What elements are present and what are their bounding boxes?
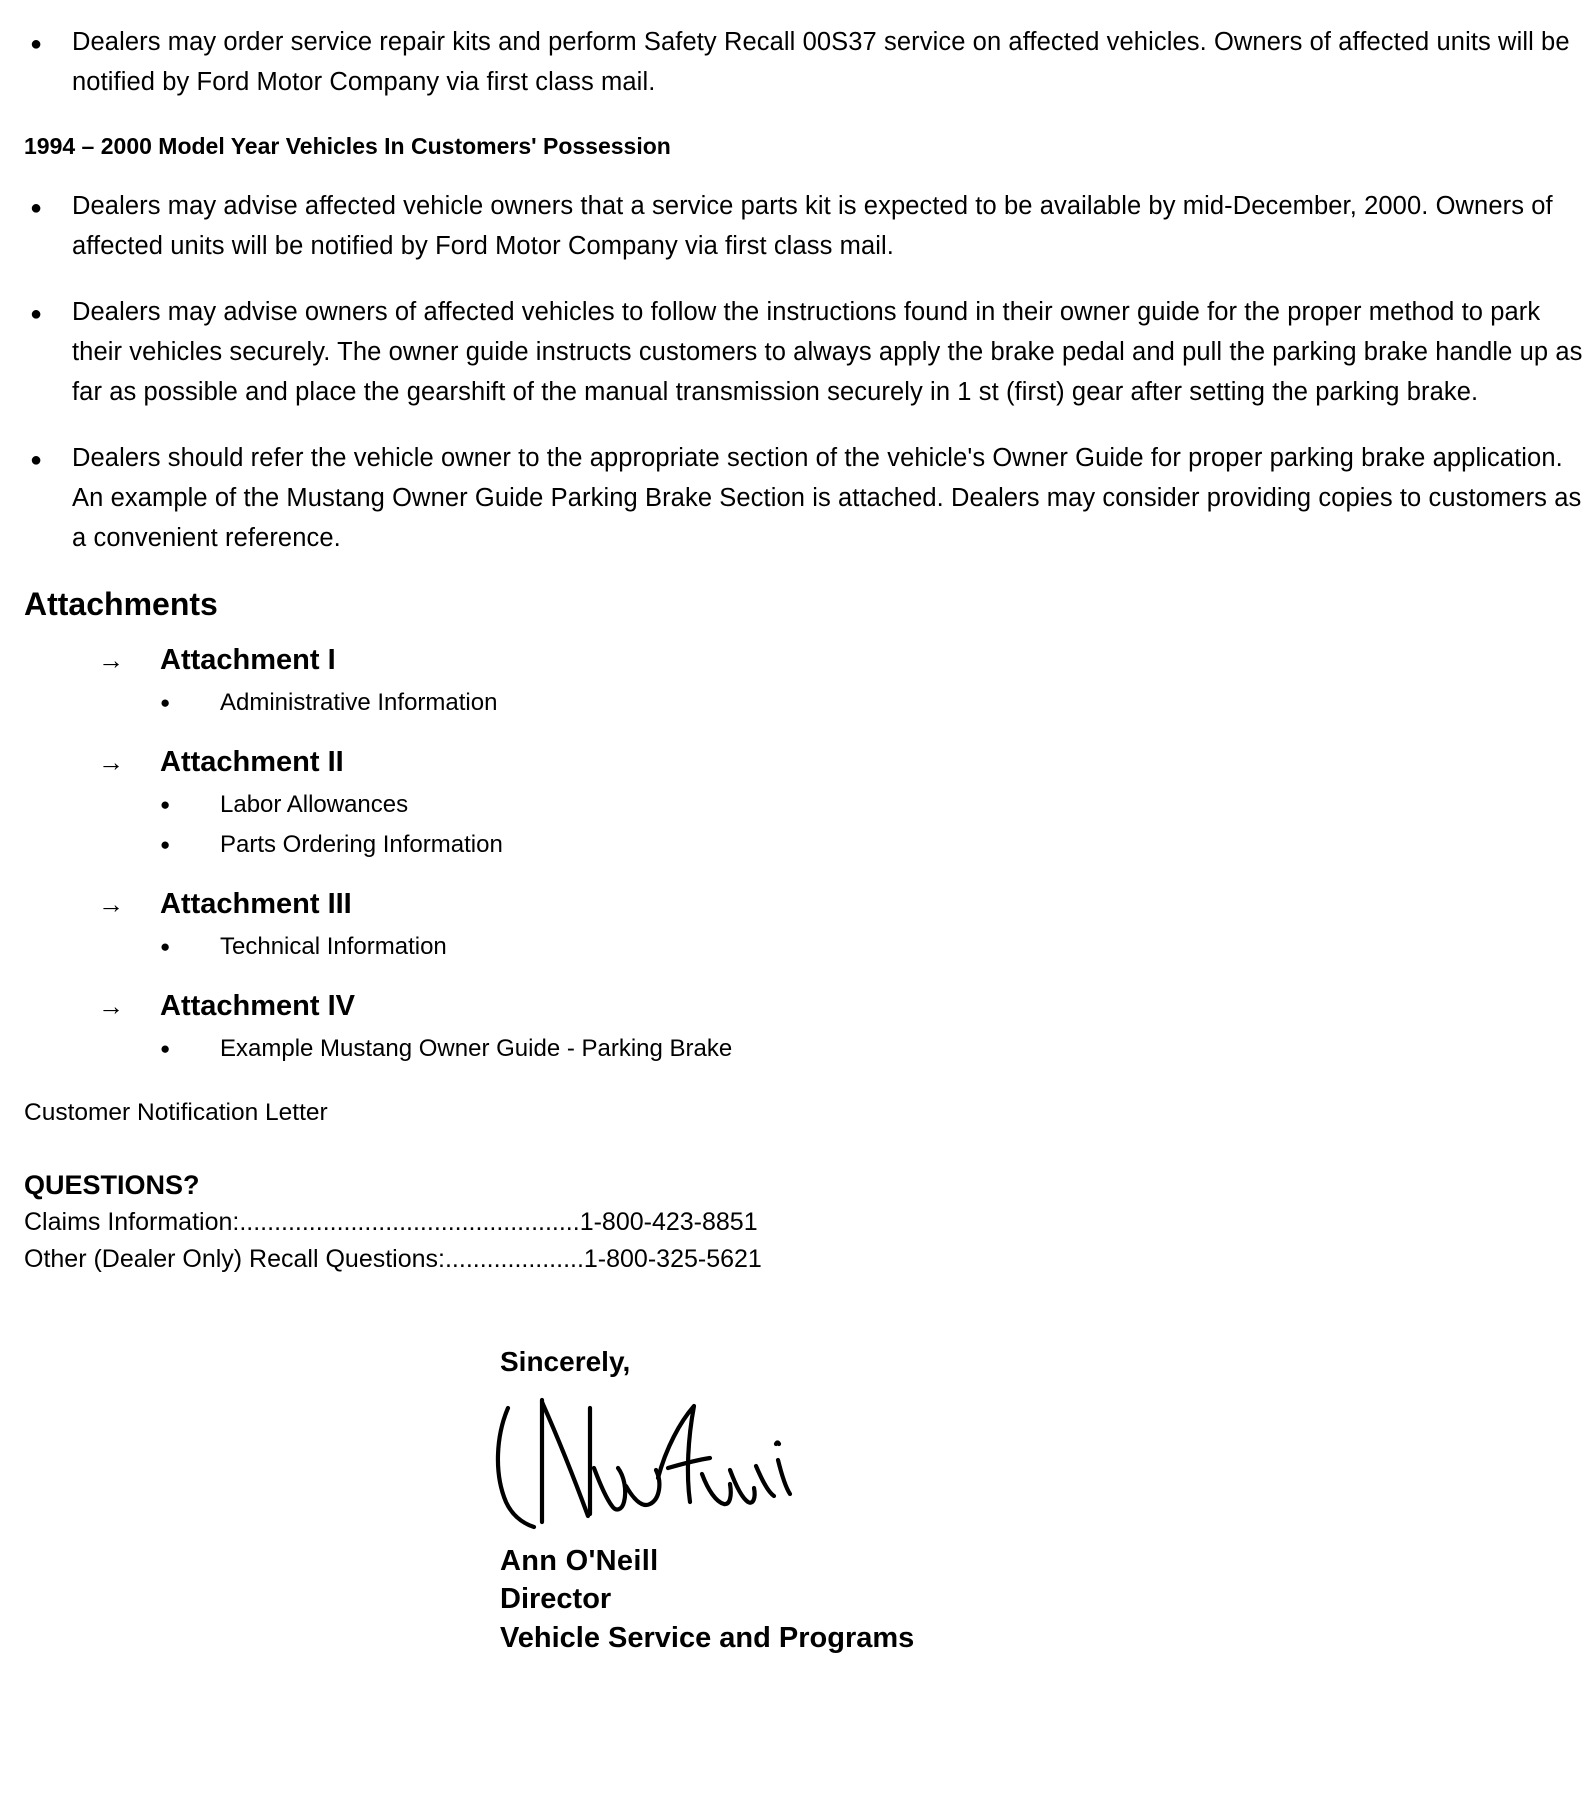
signature-block bbox=[500, 1342, 1584, 1658]
bullet-icon: ● bbox=[160, 795, 171, 814]
attachment-subitem-text: Labor Allowances bbox=[220, 791, 409, 818]
attachment-title: Attachment III bbox=[160, 888, 352, 920]
customer-notification-letter: Customer Notification Letter bbox=[24, 1099, 328, 1126]
bullet-icon: ● bbox=[29, 197, 43, 219]
arrow-right-icon: → bbox=[98, 991, 124, 1021]
attachment-subitem bbox=[0, 826, 1584, 864]
attachment-subitem-text: Example Mustang Owner Guide - Parking Brake bbox=[220, 1035, 733, 1062]
attachment-group bbox=[0, 740, 1584, 864]
arrow-right-icon: → bbox=[98, 747, 124, 777]
signature-image bbox=[490, 1382, 1584, 1542]
top-spacer bbox=[0, 0, 1584, 22]
attachment-subitem bbox=[0, 1030, 1584, 1068]
questions-heading: QUESTIONS? bbox=[24, 1170, 200, 1200]
attachment-subitem bbox=[0, 928, 1584, 966]
attachment-subitem bbox=[0, 684, 1584, 722]
questions-line: Claims Information:.................................................1-800-423-8851 bbox=[24, 1208, 758, 1236]
attachment-header bbox=[0, 740, 1584, 784]
sincerely-text: Sincerely, bbox=[500, 1346, 631, 1377]
signer-department: Vehicle Service and Programs bbox=[500, 1622, 915, 1654]
attachment-subitem bbox=[0, 786, 1584, 824]
bullet-icon: ● bbox=[160, 835, 171, 854]
list-item-text: Dealers should refer the vehicle owner to the appropriate section of the vehicle's Owner Guide for proper parking brake application. An example of the Mustang Owner Guide Parking Brake Section is attached. Dealers may consider providing copies to customers as a convenient reference. bbox=[72, 444, 1582, 552]
attachment-subitem-text: Administrative Information bbox=[220, 689, 498, 716]
attachment-header bbox=[0, 882, 1584, 926]
bullet-icon: ● bbox=[29, 303, 43, 325]
list-item-text: Dealers may advise owners of affected vehicles to follow the instructions found in their owner guide for the proper method to park their vehicles securely. The owner guide instructs customers to always apply the brake pedal and pull the parking brake handle up as far as possible and place the gearshift of the manual transmission securely in 1 st (first) gear after setting the parking brake. bbox=[72, 298, 1583, 406]
arrow-right-icon: → bbox=[98, 889, 124, 919]
list-item bbox=[0, 22, 1584, 102]
attachment-group bbox=[0, 638, 1584, 722]
list-item bbox=[0, 186, 1584, 266]
list-item bbox=[0, 438, 1584, 558]
attachment-title: Attachment I bbox=[160, 644, 336, 676]
attachment-subitem-text: Parts Ordering Information bbox=[220, 831, 503, 858]
bullet-icon: ● bbox=[160, 937, 171, 956]
signer-role: Director bbox=[500, 1583, 612, 1615]
list-item-text: Dealers may order service repair kits and perform Safety Recall 00S37 service on affected vehicles. Owners of affected units will be notified by Ford Motor Company via first class mail. bbox=[72, 28, 1570, 96]
attachment-header bbox=[0, 984, 1584, 1028]
questions-line: Other (Dealer Only) Recall Questions:....................1-800-325-5621 bbox=[24, 1245, 762, 1273]
attachments-heading: Attachments bbox=[24, 586, 218, 622]
bullet-icon: ● bbox=[160, 1039, 171, 1058]
bullet-icon: ● bbox=[160, 693, 171, 712]
bullet-icon: ● bbox=[29, 449, 43, 471]
signer-name: Ann O'Neill bbox=[500, 1545, 659, 1577]
attachment-title: Attachment IV bbox=[160, 990, 355, 1022]
list-item-text: Dealers may advise affected vehicle owners that a service parts kit is expected to be available by mid-December, 2000. Owners of affected units will be notified by Ford Motor Company via first class mail. bbox=[72, 192, 1553, 260]
list-item bbox=[0, 292, 1584, 412]
spacer bbox=[0, 968, 1584, 984]
attachment-header bbox=[0, 638, 1584, 682]
attachment-group bbox=[0, 984, 1584, 1068]
arrow-right-icon: → bbox=[98, 645, 124, 675]
attachment-group bbox=[0, 882, 1584, 966]
section-heading: 1994 – 2000 Model Year Vehicles In Customers' Possession bbox=[24, 133, 671, 159]
spacer bbox=[0, 866, 1584, 882]
bullet-icon: ● bbox=[29, 33, 43, 55]
attachment-subitem-text: Technical Information bbox=[220, 933, 447, 960]
attachment-title: Attachment II bbox=[160, 746, 344, 778]
spacer bbox=[0, 724, 1584, 740]
